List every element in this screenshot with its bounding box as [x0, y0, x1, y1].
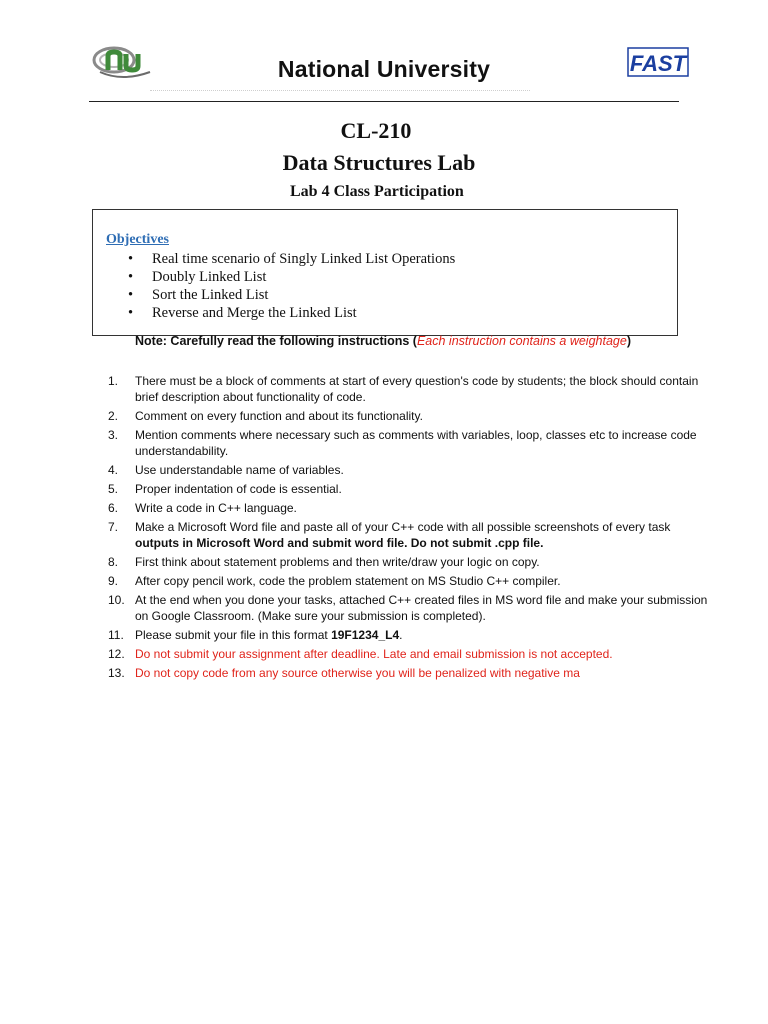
instruction-number: 13. — [108, 666, 125, 680]
instruction-item — [108, 573, 708, 589]
header-divider — [89, 101, 679, 102]
instruction-text: Do not submit your assignment after deadline. Late and email submission is not accepted. — [135, 647, 613, 661]
fast-logo — [627, 46, 689, 78]
instruction-item — [108, 665, 708, 681]
instructions-list — [108, 373, 708, 684]
instruction-number: 10. — [108, 593, 125, 607]
instruction-number: 1. — [108, 374, 119, 388]
instruction-text: Mention comments where necessary such as comments with variables, loop, classes etc to increase code understandability. — [135, 428, 697, 458]
instruction-number: 9. — [108, 574, 119, 588]
instruction-text: Proper indentation of code is essential. — [135, 482, 342, 496]
instruction-text: outputs in Microsoft Word and submit word file. Do not submit .cpp file. — [135, 536, 544, 550]
instruction-text: 19F1234_L4 — [331, 628, 400, 642]
instruction-number: 6. — [108, 501, 119, 515]
instruction-text: There must be a block of comments at start of every question's code by students; the block should contain brief description about functionality of code. — [135, 374, 699, 404]
instructions-note: Note: Carefully read the following instructions (Each instruction contains a weightage) — [135, 334, 631, 348]
objectives-list — [128, 250, 455, 322]
instruction-text: After copy pencil work, code the problem statement on MS Studio C++ compiler. — [135, 574, 561, 588]
instruction-text: Write a code in C++ language. — [135, 501, 297, 515]
university-title: National University — [277, 56, 491, 82]
instruction-item — [108, 373, 708, 405]
instruction-text: Comment on every function and about its functionality. — [135, 409, 423, 423]
instruction-item — [108, 519, 708, 551]
bullet-icon: • — [128, 305, 134, 321]
objective-item: • Real time scenario of Singly Linked List Operations — [128, 251, 456, 267]
instruction-number: 12. — [108, 647, 125, 661]
objectives-heading: Objectives — [106, 232, 169, 247]
instruction-item — [108, 592, 708, 624]
instruction-number: 3. — [108, 428, 119, 442]
instruction-text: First think about statement problems and then write/draw your logic on copy. — [135, 555, 540, 569]
course-code: CL-210 — [340, 118, 412, 143]
instruction-item — [108, 554, 708, 570]
instruction-text: Use understandable name of variables. — [135, 463, 344, 477]
objective-item: • Reverse and Merge the Linked List — [128, 305, 357, 321]
bullet-icon: • — [128, 287, 134, 303]
instruction-item — [108, 646, 708, 662]
instruction-number: 11. — [108, 628, 124, 642]
instruction-text: Please submit your file in this format — [135, 628, 332, 642]
instruction-text: . — [399, 628, 403, 642]
fast-logo-text: FAST — [629, 51, 687, 76]
instruction-item — [108, 427, 708, 459]
instruction-text: At the end when you done your tasks, attached C++ created files in MS word file and make your submission on Google Classroom. (Make sure your submission is completed). — [135, 593, 708, 623]
course-name: Data Structures Lab — [282, 150, 476, 175]
note-weightage: Each instruction contains a weightage — [416, 334, 627, 348]
instruction-number: 8. — [108, 555, 119, 569]
instruction-number: 5. — [108, 482, 119, 496]
instruction-text: Do not copy code from any source otherwise you will be penalized with negative ma — [135, 666, 580, 680]
lab-title: Lab 4 Class Participation — [290, 183, 464, 200]
bullet-icon: • — [128, 269, 134, 285]
bullet-icon: • — [128, 251, 134, 267]
instruction-text: Make a Microsoft Word file and paste all of your C++ code with all possible screenshots of every task — [135, 520, 671, 534]
header-faint-line — [150, 90, 530, 92]
objective-item: • Doubly Linked List — [128, 269, 267, 285]
instruction-item — [108, 500, 708, 516]
instruction-item — [108, 481, 708, 497]
instruction-item — [108, 408, 708, 424]
instruction-number: 2. — [108, 409, 119, 423]
instruction-item — [108, 462, 708, 478]
instruction-item — [108, 627, 708, 643]
instruction-number: 4. — [108, 463, 119, 477]
instruction-number: 7. — [108, 520, 119, 534]
objective-item: • Sort the Linked List — [128, 287, 269, 303]
